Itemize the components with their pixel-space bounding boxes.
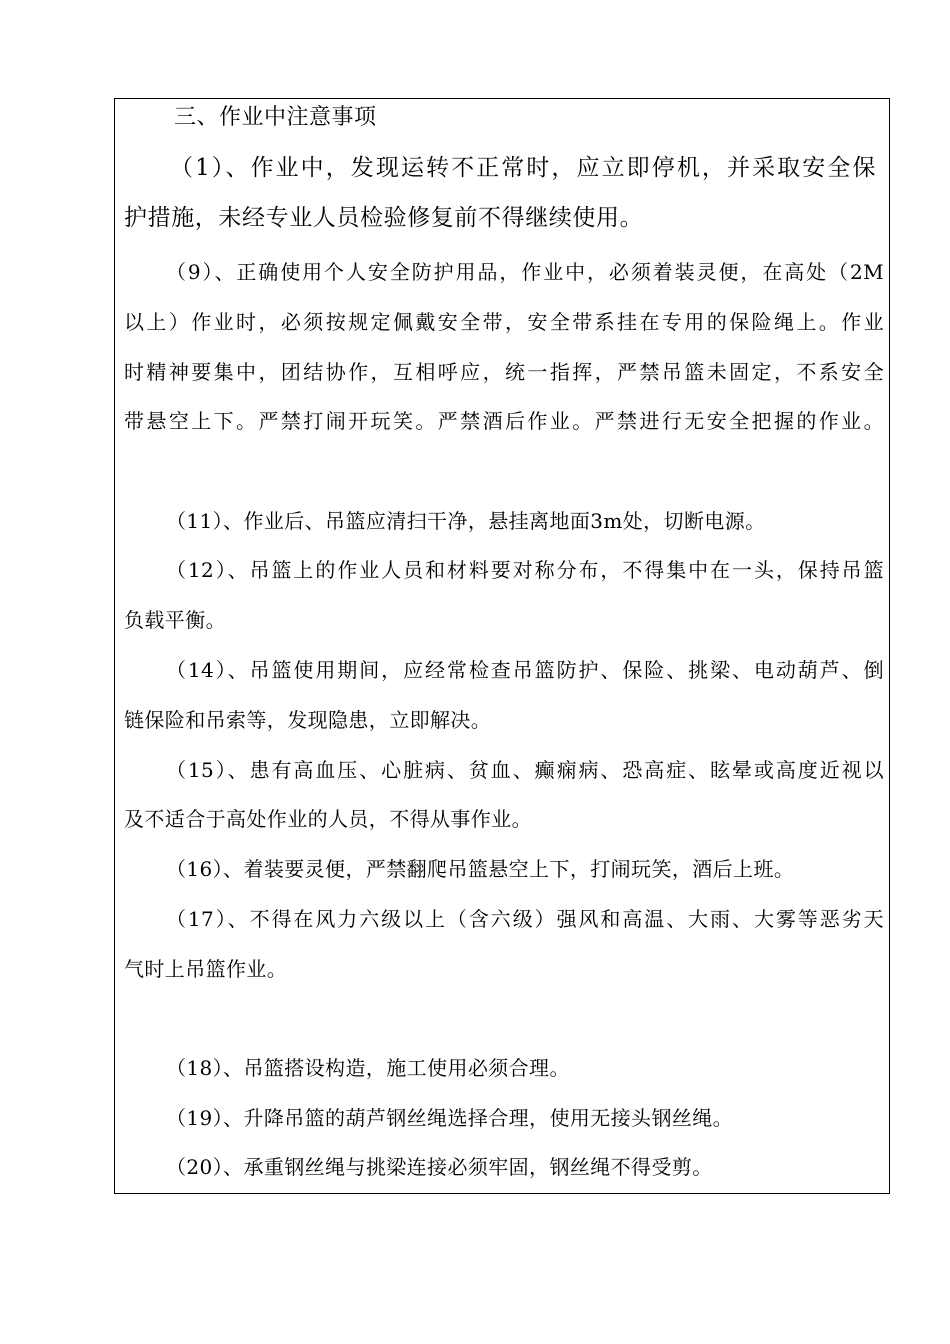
item-17-line-1: （17）、不得在风力六级以上（含六级）强风和高温、大雨、大雾等恶劣天 — [166, 907, 884, 931]
item-12-line-2: 负载平衡。 — [124, 608, 226, 632]
item-9-line-3: 时精神要集中，团结协作，互相呼应，统一指挥，严禁吊篮未固定，不系安全 — [124, 360, 884, 384]
item-16-line-1: （16）、着装要灵便，严禁翻爬吊篮悬空上下，打闹玩笑，酒后上班。 — [166, 857, 795, 881]
item-9-line-2: 以上）作业时，必须按规定佩戴安全带，安全带系挂在专用的保险绳上。作业 — [124, 310, 884, 334]
item-9-line-1: （9）、正确使用个人安全防护用品，作业中，必须着装灵便，在高处（2M — [166, 260, 884, 284]
item-15-line-1: （15）、患有高血压、心脏病、贫血、癫痫病、恐高症、眩晕或高度近视以 — [166, 758, 884, 782]
item-14-line-1: （14）、吊篮使用期间，应经常检查吊篮防护、保险、挑梁、电动葫芦、倒 — [166, 658, 884, 682]
section-heading: 三、作业中注意事项 — [174, 105, 377, 130]
item-14-line-2: 链保险和吊索等，发现隐患，立即解决。 — [124, 708, 492, 732]
item-15-line-2: 及不适合于高处作业的人员，不得从事作业。 — [124, 807, 532, 831]
item-18-line-1: （18）、吊篮搭设构造，施工使用必须合理。 — [166, 1056, 570, 1080]
item-1-line-2: 护措施，未经专业人员检验修复前不得继续使用。 — [124, 205, 644, 231]
item-17-line-2: 气时上吊篮作业。 — [124, 957, 288, 981]
item-20-line-1: （20）、承重钢丝绳与挑梁连接必须牢固，钢丝绳不得受剪。 — [166, 1155, 713, 1179]
item-11-line-1: （11）、作业后、吊篮应清扫干净，悬挂离地面3m处，切断电源。 — [166, 509, 766, 533]
item-12-line-1: （12）、吊篮上的作业人员和材料要对称分布，不得集中在一头，保持吊篮 — [166, 558, 884, 582]
item-1-line-1: （1）、作业中，发现运转不正常时，应立即停机，并采取安全保 — [170, 155, 876, 181]
item-19-line-1: （19）、升降吊篮的葫芦钢丝绳选择合理，使用无接头钢丝绳。 — [166, 1106, 734, 1130]
item-9-line-4: 带悬空上下。严禁打闹开玩笑。严禁酒后作业。严禁进行无安全把握的作业。 — [124, 409, 884, 433]
